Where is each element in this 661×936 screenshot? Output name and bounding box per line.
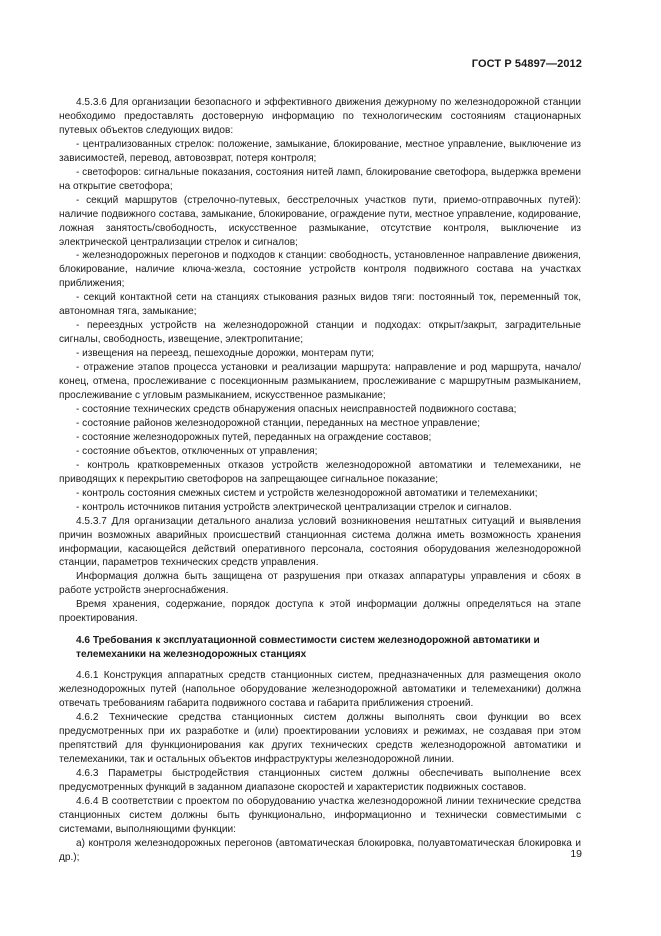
page-number: 19 [570,848,582,860]
list-item: - секций маршрутов (стрелочно-путевых, бесстрелочных участков пути, приемо-отправочных путей): наличие подвижного состава, замыкание, блокирование, ограждение пути, местное управление, кодирование, ложная занятость/свободность, искусственное размыкание, отсутствие контроля, выключение из электрической централизации стрелок и сигналов; [59,194,581,248]
list-item: - контроль кратковременных отказов устройств железнодорожной автоматики и телемеханики, не приводящих к перекрытию светофоров на запрещающее сигнальное показание; [59,459,581,485]
paragraph: 4.6.1 Конструкция аппаратных средств станционных систем, предназначенных для размещения около железнодорожных путей (напольное оборудование железнодорожной автоматики и телемеханики) должна отвечать требованиям габарита подвижного состава и габарита приближения строений. [59,670,581,710]
paragraph: 4.5.3.7 Для организации детального анализа условий возникновения нештатных ситуаций и выявления причин возможных аварийных происшествий станционная система должна иметь возможность хранения информации, касающейся действий оперативного персонала, состояния оборудования железнодорожной станции, параметров технических средств управления. [59,515,581,569]
list-item: - состояние объектов, отключенных от управления; [76,445,318,457]
paragraph: Время хранения, содержание, порядок доступа к этой информации должны определяться на этапе проектирования. [59,599,581,625]
list-item: - переездных устройств на железнодорожной станции и подходах: открыт/закрыт, заградительные сигналы, свободность, извещение, электропитание; [59,320,581,346]
list-item: - железнодорожных перегонов и подходов к станции: свободность, установленное направление движения, блокирование, наличие ключа-жезла, состояние устройств контроля подвижного состава на участках приближения; [59,250,581,290]
list-item: а) контроля железнодорожных перегонов (автоматическая блокировка, полуавтоматическая блокировка и др.); [59,837,581,863]
paragraph: Информация должна быть защищена от разрушения при отказах аппаратуры управления и сбоях в работе устройств энергоснабжения. [59,571,581,597]
document-body [59,96,581,864]
paragraph: 4.5.3.6 Для организации безопасного и эффективного движения дежурному по железнодорожной станции необходимо предоставлять достоверную информацию по технологическим состояниям стационарных путевых объектов следующих видов: [59,97,581,136]
paragraph: 4.6.2 Технические средства станционных систем должны выполнять свои функции во всех предусмотренных при их разработке и (или) проектировании условиях и режимах, не создавая при этом препятствий для функционирования как других технических средств железнодорожной автоматики и телемеханики, так и остальных объектов инфраструктуры железнодорожной линии. [59,711,581,765]
list-item: - секций контактной сети на станциях стыкования разных видов тяги: постоянный ток, переменный ток, автономная тяга, замыкание; [59,292,581,318]
list-item: - централизованных стрелок: положение, замыкание, блокирование, местное управление, выключение из зависимостей, перевод, автовозврат, потеря контроля; [59,138,581,164]
list-item: - отражение этапов процесса установки и реализации маршрута: направление и род маршрута, начало/конец, отмена, прослеживание с посекционным размыканием, прослеживание с маршрутным размыканием, прослеживание с угловым размыканием, искусственное размыкание; [59,362,581,402]
list-item: - извещения на переезд, пешеходные дорожки, монтерам пути; [76,348,375,360]
standard-header: ГОСТ Р 54897—2012 [471,58,582,70]
paragraph: 4.6.3 Параметры быстродействия станционных систем должны обеспечивать выполнение всех предусмотренных функций в заданном диапазоне скоростей и характеристик подвижных составов. [59,767,581,793]
list-item: - контроль источников питания устройств электрической централизации стрелок и сигналов. [76,501,512,513]
list-item: - состояние районов железнодорожной станции, переданных на местное управление; [76,417,481,429]
list-item: - светофоров: сигнальные показания, состояния нитей ламп, блокирование светофора, выдержка времени на открытие светофора; [59,166,581,192]
list-item: - состояние железнодорожных путей, переданных на ограждение составов; [76,431,432,443]
section-heading: 4.6 Требования к эксплуатационной совместимости систем железнодорожной автоматики и телемеханики на железнодорожных станциях [76,635,540,661]
list-item: - контроль состояния смежных систем и устройств железнодорожной автоматики и телемеханики; [76,487,538,499]
list-item: - состояние технических средств обнаружения опасных неисправностей подвижного состава; [76,403,517,415]
paragraph: 4.6.4 В соответствии с проектом по оборудованию участка железнодорожной линии технические средства станционных систем должны быть функционально, информационно и технически совместимыми с системами, выполняющими функции: [59,795,581,835]
